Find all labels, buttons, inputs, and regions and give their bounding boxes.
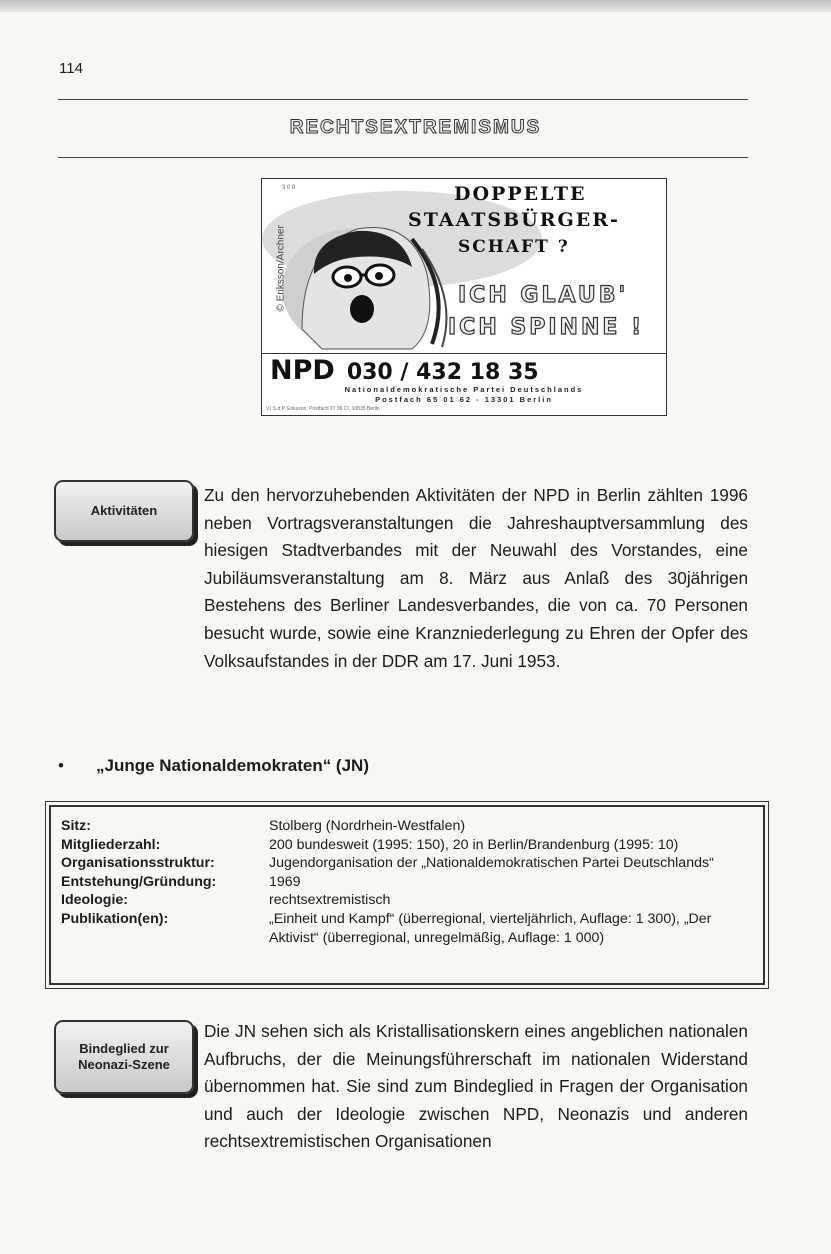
poster-headline-1: DOPPELTE (454, 183, 587, 205)
activities-paragraph: Zu den hervorzuhebenden Aktivitäten der NPD in Berlin zählten 1996 neben Vortragsveranstaltungen die Jahreshauptversammlung des hiesigen Stadtverbandes mit der Neuwahl des Vorstandes, eine Jubiläumsveranstaltung am 8. März aus Anlaß des 30jährigen Bestehens des Berliner Landesverbandes, die von ca. 70 Personen besucht wurde, sowie eine Kranzniederlegung zu Ehren der Opfer des Volksaufstandes in der DDR am 17. Juni 1953. (204, 485, 748, 671)
poster-footer-party: Nationaldemokratische Partei Deutschlands (344, 385, 584, 394)
npd-poster (261, 178, 667, 416)
margin-tag-bindeglied (54, 1020, 194, 1094)
info-label: Mitgliederzahl: (61, 836, 161, 853)
page-header-title: RECHTSEXTREMISMUS (289, 117, 542, 138)
info-value: Jugendorganisation der „Nationaldemokratischen Partei Deutschlands“ (269, 855, 714, 872)
info-row (61, 817, 751, 836)
info-value: 1969 (269, 873, 301, 890)
margin-tag-aktivitaeten (54, 480, 194, 542)
margin-tag-label: Aktivitäten (90, 502, 158, 518)
header-rule-top (58, 99, 748, 100)
page-number: 114 (59, 60, 83, 77)
jn-info-box (45, 801, 769, 989)
info-label: Publikation(en): (61, 910, 169, 927)
info-value: Stolberg (Nordrhein-Westfalen) (269, 818, 466, 834)
poster-footer-imprint: V.i.S.d.P. Eriksson, Postfach 27 36 CI, 10835 Berlin (266, 406, 380, 412)
link-paragraph: Die JN sehen sich als Kristallisationskern eines angeblichen nationalen Aufbruchs, der die Meinungsführerschaft im nationalen Widerstand übernommen hat. Sie sind zum Bindeglied in Fragen der Organisation und auch der Ideologie zwischen NPD, Neonazis und anderen rechtsextremistischen Organisationen (204, 1021, 748, 1152)
info-value: 200 bundesweit (1995: 150), 20 in Berlin/Brandenburg (1995: 10) (269, 836, 679, 853)
jn-heading-text: „Junge Nationaldemokraten“ (JN) (96, 756, 369, 775)
info-label: Ideologie: (61, 892, 128, 909)
poster-party-name: NPD (270, 355, 335, 386)
scan-top-edge (0, 0, 831, 12)
info-row (61, 891, 751, 910)
bullet-icon: • (58, 756, 64, 775)
jn-heading (58, 756, 369, 776)
photo-credit: © Eriksson/Archner (275, 225, 287, 312)
info-row (61, 910, 751, 947)
margin-tag-label (78, 1041, 170, 1074)
info-label: Sitz: (61, 818, 91, 834)
poster-artwork (262, 179, 666, 351)
info-value: rechtsextremistisch (269, 892, 391, 909)
info-row (61, 873, 751, 892)
margin-tag-line-1: Bindeglied zur (79, 1040, 169, 1056)
poster-headline-3: SCHAFT ? (458, 237, 570, 257)
info-row (61, 836, 751, 855)
jn-info-box-inner (49, 805, 765, 985)
info-value: „Einheit und Kampf“ (überregional, vierteljährlich, Auflage: 1 300), „Der Aktivist“ (überregional, unregelmäßig, Auflage: 1 000) (269, 910, 712, 946)
poster-outline-line-2: ICH SPINNE ! (448, 315, 645, 340)
info-row (61, 854, 751, 873)
poster-headline-2: STAATSBÜRGER- (408, 209, 620, 231)
poster-small-mark: 3 0 0 (282, 185, 296, 191)
poster-phone: 030 / 432 18 35 (346, 360, 539, 385)
poster-divider (262, 353, 666, 354)
poster-footer-address: Postfach 65 01 62 - 13301 Berlin (375, 395, 553, 404)
margin-tag-line-2: Neonazi-Szene (78, 1057, 170, 1072)
header-rule-bottom (58, 157, 748, 158)
poster-contact-line (270, 355, 539, 386)
info-label: Entstehung/Gründung: (61, 873, 217, 890)
info-label: Organisationsstruktur: (61, 855, 215, 872)
poster-outline-line-1: ICH GLAUB' (458, 283, 629, 308)
